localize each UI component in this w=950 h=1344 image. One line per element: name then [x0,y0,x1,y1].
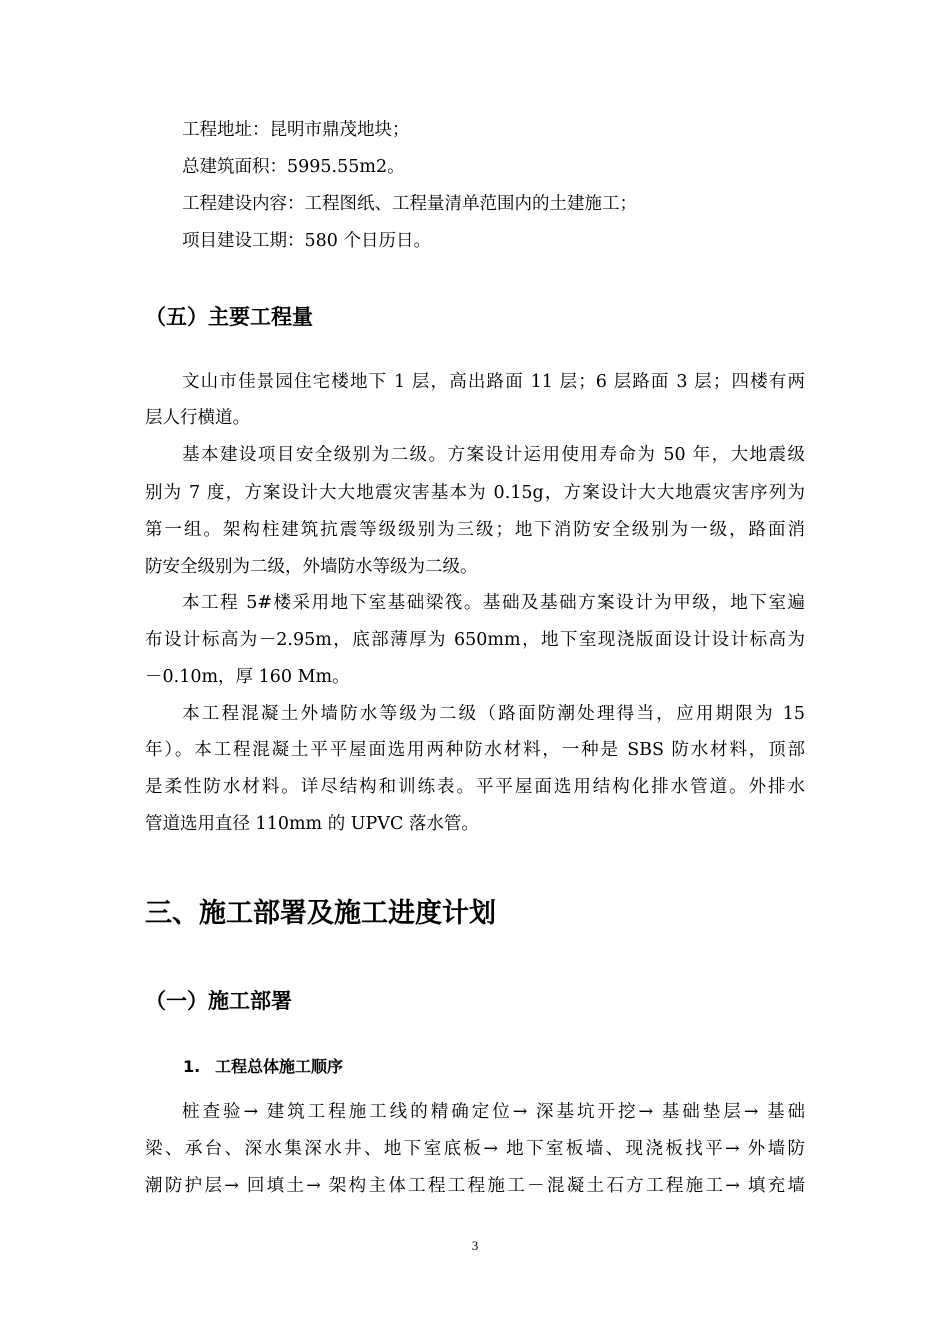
subheading-title: 工程总体施工顺序 [215,1057,344,1076]
paragraph-line: 文山市佳景园住宅楼地下 1 层，高出路面 11 层；6 层路面 3 层；四楼有两 [182,372,805,392]
paragraph-line: 别为 7 度，方案设计大大地震灾害基本为 0.15g，方案设计大大地震灾害序列为 [145,483,805,503]
paragraph-line: 年）。本工程混凝土平平屋面选用两种防水材料，一种是 SBS 防水材料，顶部 [145,740,805,760]
paragraph-line: 梁、承台、深水集深水井、地下室底板→ 地下室板墙、现浇板找平→ 外墙防 [145,1139,805,1159]
paragraph-line: 层人行横道。 [145,408,250,428]
paragraph-line: 桩查验→ 建筑工程施工线的精确定位→ 深基坑开挖→ 基础垫层→ 基础 [182,1102,805,1122]
numbered-subheading [183,1056,343,1078]
paragraph-line: 是柔性防水材料。详尽结构和训练表。平平屋面选用结构化排水管道。外排水 [145,777,805,797]
paragraph-line: －0.10m，厚 160 Mm。 [145,667,350,687]
paragraph-line: 潮防护层→ 回填土→ 架构主体工程工程施工－混凝土石方工程施工→ 填充墙 [145,1176,805,1196]
project-content: 工程建设内容：工程图纸、工程量清单范围内的土建施工； [182,194,637,214]
project-period: 项目建设工期：580 个日历日。 [182,231,431,251]
paragraph-line: 本工程混凝土外墙防水等级为二级（路面防潮处理得当，应用期限为 15 [182,704,805,724]
paragraph-line: 基本建设项目安全级别为二级。方案设计运用使用寿命为 50 年，大地震级 [182,445,805,465]
subheading-number: 1. [183,1057,201,1076]
paragraph-line: 本工程 5#楼采用地下室基础梁筏。基础及基础方案设计为甲级，地下室遍 [182,593,805,613]
paragraph-line: 第一组。架构柱建筑抗震等级级别为三级；地下消防安全级别为一级，路面消 [145,520,805,540]
project-address: 工程地址：昆明市鼎茂地块； [182,120,410,140]
section-heading-deployment: （一）施工部署 [145,989,292,1013]
paragraph-line: 防安全级别为二级，外墙防水等级为二级。 [145,557,478,577]
page-number: 3 [471,1238,479,1253]
chapter-heading: 三、施工部署及施工进度计划 [145,898,496,929]
section-heading-main-quantities: （五）主要工程量 [145,305,313,329]
paragraph-line: 管道选用直径 110mm 的 UPVC 落水管。 [145,814,479,834]
project-area: 总建筑面积：5995.55m2。 [182,157,405,177]
paragraph-line: 布设计标高为－2.95m，底部薄厚为 650mm，地下室现浇版面设计设计标高为 [145,630,805,650]
